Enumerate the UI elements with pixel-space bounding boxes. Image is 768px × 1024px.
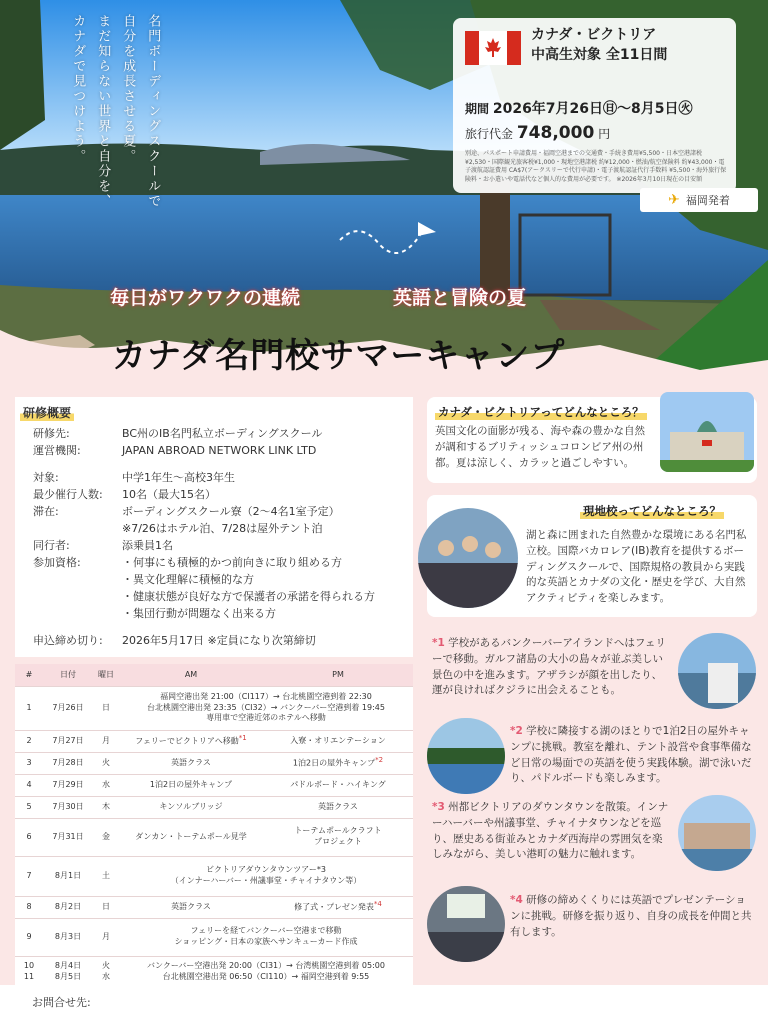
row-weekday-text: 火 水 xyxy=(102,961,110,982)
price-value: 748,000 xyxy=(516,123,595,143)
school-body: 湖と森に囲まれた自然豊かな環境にある名門私立校。国際バカロレア(IB)教育を提供するボーディングスクールで、国際規格の教員から実践的な英語とカナダの文化・歴史を学び、大自然アクティビティを楽しみます。 xyxy=(526,529,747,604)
overview-key: 研修先: xyxy=(33,427,70,440)
row-am xyxy=(119,774,263,796)
row-weekday xyxy=(93,818,119,856)
row-weekday xyxy=(93,896,119,918)
row-activity-text: 福岡空港出発 21:00（CI117）→ 台北桃園空港到着 22:30 台北桃園空港出発 23:35（CI32）→ バンクーバー空港到着 19:45 専用車で空港近郊のホテルへ移動 xyxy=(146,691,385,723)
row-am xyxy=(119,796,263,818)
row-weekday xyxy=(93,730,119,752)
contact-label: お問合せ先: xyxy=(32,996,91,1009)
row-activity-text: バンクーバー空港出発 20:00（CI31）→ 台湾桃園空港到着 05:00 台北桃園空港出発 06:50（CI110）→ 福岡空港到着 9:55 xyxy=(146,961,385,982)
row-am-text: 英語クラス xyxy=(171,901,211,911)
overview-heading: 研修概要 xyxy=(20,404,74,421)
row-number-text: 4 xyxy=(26,779,32,789)
row-date xyxy=(43,818,93,856)
highlight-text: 学校に隣接する湖のほとりで1泊2日の屋外キャンプに挑戦。教室を離れ、テント設営や食事準備など日常の場面での英語を使う実践体験。湖で泳いだり、パドルボードも楽しみます。 xyxy=(510,725,752,785)
parliament-photo xyxy=(660,392,754,472)
period-label: 期間 xyxy=(465,102,490,116)
row-weekday-text: 木 xyxy=(102,801,110,811)
row-weekday-text: 土 xyxy=(102,870,110,880)
row-date xyxy=(43,918,93,956)
row-pm-text: 1泊2日の屋外キャンプ xyxy=(292,758,376,768)
schedule-row xyxy=(15,730,413,752)
row-number xyxy=(15,856,43,896)
overview-value: 2026年5月17日 ※定員になり次第締切 xyxy=(122,634,316,647)
row-weekday-text: 火 xyxy=(102,757,110,767)
row-weekday-text: 月 xyxy=(102,735,110,745)
row-number xyxy=(15,796,43,818)
schedule-row xyxy=(15,774,413,796)
airplane-icon: ✈ xyxy=(668,192,680,208)
row-pm-text: トーテムポールクラフト プロジェクト xyxy=(294,826,382,846)
page-title: カナダ名門校サマーキャンプ xyxy=(112,336,566,376)
schedule-header-row xyxy=(15,664,413,686)
row-pm-text: パドルボード・ハイキング xyxy=(290,779,386,789)
presentation-photo xyxy=(427,886,505,962)
highlight-item xyxy=(510,893,755,940)
row-number-text: 10 11 xyxy=(23,961,35,982)
row-number xyxy=(15,956,43,988)
row-activity xyxy=(119,686,413,730)
overview-value: ※7/26はホテル泊、7/28は屋外テント泊 xyxy=(122,522,323,535)
row-weekday-text: 月 xyxy=(102,931,110,941)
row-date-text: 7月29日 xyxy=(52,779,84,789)
row-weekday xyxy=(93,956,119,988)
row-number xyxy=(15,918,43,956)
overview-key: 申込締め切り: xyxy=(33,634,103,647)
trip-info-box xyxy=(453,18,736,193)
row-date-text: 8月4日 8月5日 xyxy=(54,961,82,982)
row-date xyxy=(43,752,93,774)
departure-badge xyxy=(640,188,758,212)
row-number xyxy=(15,818,43,856)
row-pm xyxy=(263,730,413,752)
col-number: # xyxy=(15,664,43,686)
row-date xyxy=(43,774,93,796)
victoria-body: 英国文化の面影が残る、海や森の豊かな自然が調和するブリティッシュコロンビア州の州都。夏は涼しく、カラッと過ごしやすい。 xyxy=(435,425,645,469)
overview-value: ・異文化理解に積極的な方 xyxy=(122,573,254,586)
row-am xyxy=(119,730,263,752)
row-weekday-text: 日 xyxy=(102,901,110,911)
row-weekday-text: 水 xyxy=(102,779,110,789)
overview-value: JAPAN ABROAD NETWORK LINK LTD xyxy=(122,444,317,457)
row-am-text: 英語クラス xyxy=(171,757,211,767)
col-weekday: 曜日 xyxy=(93,664,119,686)
row-weekday xyxy=(93,796,119,818)
row-pm xyxy=(263,774,413,796)
row-date-text: 8月2日 xyxy=(54,901,82,911)
schedule-table xyxy=(15,664,413,982)
row-date-text: 7月31日 xyxy=(52,831,84,841)
ferry-photo xyxy=(678,633,756,709)
tagline-vertical-3: まだ知らない世界と自分を、 xyxy=(95,14,111,209)
row-number-text: 7 xyxy=(26,870,32,880)
overview-value: BC州のIB名門私立ボーディングスクール xyxy=(122,427,323,440)
overview-value: ・集団行動が問題なく出来る方 xyxy=(122,607,276,620)
row-am-text: 1泊2日の屋外キャンプ xyxy=(149,779,233,789)
schedule-row xyxy=(15,686,413,730)
row-number xyxy=(15,686,43,730)
row-pm-text: 英語クラス xyxy=(318,801,358,811)
row-am xyxy=(119,752,263,774)
row-pm-text: 入寮・オリエンテーション xyxy=(290,735,386,745)
overview-key: 運営機関: xyxy=(33,444,81,457)
footnote-mark: *3 xyxy=(432,801,445,813)
row-activity-text: フェリーを経てバンクーバー空港まで移動 ショッピング・日本の家族へサンキューカード作成 xyxy=(174,926,358,946)
schedule-row xyxy=(15,956,413,988)
schedule-row xyxy=(15,896,413,918)
row-date xyxy=(43,686,93,730)
row-number-text: 1 xyxy=(26,702,32,712)
trip-price xyxy=(465,123,610,143)
row-number xyxy=(15,752,43,774)
row-number xyxy=(15,774,43,796)
row-date-text: 7月26日 xyxy=(52,702,84,712)
downtown-photo xyxy=(678,795,756,871)
highlight-item xyxy=(432,636,672,699)
footnote-mark: *2 xyxy=(375,756,384,765)
tagline-b: 英語と冒険の夏 xyxy=(393,287,527,309)
row-number-text: 6 xyxy=(26,831,32,841)
students-photo xyxy=(418,508,518,608)
tagline-a: 毎日がワクワクの連続 xyxy=(110,287,301,309)
row-am-text: フェリーでビクトリアへ移動 xyxy=(135,736,239,746)
trip-period xyxy=(465,98,693,118)
row-number-text: 5 xyxy=(26,801,32,811)
row-date xyxy=(43,856,93,896)
row-weekday-text: 金 xyxy=(102,831,110,841)
overview-key: 対象: xyxy=(33,471,59,484)
period-value: 2026年7月26日㊐～8月5日㊋ xyxy=(492,101,693,117)
canada-flag-icon xyxy=(465,31,521,65)
row-date-text: 7月28日 xyxy=(52,757,84,767)
overview-value: 10名（最大15名） xyxy=(122,488,216,501)
schedule-row xyxy=(15,796,413,818)
highlight-text: 研修の締めくくりには英語でプレゼンテーションに挑戦。研修を振り返り、自身の成長を仲間と共有します。 xyxy=(510,894,752,938)
footnote-mark: *2 xyxy=(510,725,523,737)
contact-footer xyxy=(0,985,768,1024)
row-date-text: 7月27日 xyxy=(52,735,84,745)
row-am-text: キンソルブリッジ xyxy=(159,801,223,811)
school-title: 現地校ってどんなところ？ xyxy=(580,503,724,519)
row-weekday xyxy=(93,856,119,896)
price-label: 旅行代金 xyxy=(465,127,514,141)
row-weekday-text: 日 xyxy=(102,702,110,712)
row-date-text: 7月30日 xyxy=(52,801,84,811)
tagline-vertical-2: 自分を成長させる夏。 xyxy=(120,14,136,164)
departure-label: 福岡発着 xyxy=(685,194,730,207)
row-pm-text: 修了式・プレゼン発表 xyxy=(294,902,374,912)
price-unit: 円 xyxy=(598,127,611,141)
overview-value: ・何事にも積極的かつ前向きに取り組める方 xyxy=(122,556,342,569)
footnote-mark: *1 xyxy=(238,734,247,743)
victoria-title: カナダ・ビクトリアってどんなところ？ xyxy=(435,404,647,420)
row-number-text: 3 xyxy=(26,757,32,767)
schedule-row xyxy=(15,752,413,774)
col-date: 日付 xyxy=(43,664,93,686)
highlight-text: 州都ビクトリアのダウンタウンを散策。インナーハーバーや州議事堂、チャイナタウンなどを巡り、歴史ある街並みとカナダ西海岸の雰囲気を楽しみながら、美しい港町の魅力に触れます。 xyxy=(432,801,669,861)
overview-value: 中学1年生～高校3年生 xyxy=(122,471,235,484)
schedule-row xyxy=(15,856,413,896)
tagline-vertical-1: 名門ボーディングスクールで xyxy=(145,14,161,209)
row-am xyxy=(119,818,263,856)
row-pm xyxy=(263,896,413,918)
row-activity-text: ビクトリアダウンタウンツアー*3 （インナーハーバー・州議事堂・チャイナタウン等） xyxy=(170,865,362,885)
price-note: 別途、パスポート申請費用・福岡空港までの交通費・手続き費用¥5,500・日本空港諸税¥2,530・国際観光旅客税¥1,000・現地空港諸税 約¥12,000・燃油/航空保険料 約¥43,000・電子渡航認証費用 CA$7(アークスリーで代行申請)・電子渡航認証代行手数料 ¥5,500・海外旅行保険料・お小遣いや電話代など個人的な費用が必要です。 ※2026年3月10日現在の目安額 xyxy=(465,150,727,184)
highlight-text: 学校があるバンクーバーアイランドへはフェリーで移動。ガルフ諸島の大小の島々が並ぶ美しい景色の中を進みます。アザラシが顔を出したり、運が良ければクジラに出会えることも。 xyxy=(432,637,666,697)
row-activity xyxy=(119,956,413,988)
row-date xyxy=(43,796,93,818)
col-pm: PM xyxy=(263,664,413,686)
row-date xyxy=(43,730,93,752)
footnote-mark: *4 xyxy=(510,894,523,906)
overview-value: 添乗員1名 xyxy=(122,539,173,552)
overview-key: 同行者: xyxy=(33,539,70,552)
camp-photo xyxy=(427,718,505,794)
row-pm xyxy=(263,818,413,856)
overview-key: 最少催行人数: xyxy=(33,488,103,501)
row-activity xyxy=(119,918,413,956)
highlight-item xyxy=(510,724,755,787)
overview-key: 滞在: xyxy=(33,505,59,518)
overview-value: ・健康状態が良好な方で保護者の承諾を得られる方 xyxy=(122,590,375,603)
row-am xyxy=(119,896,263,918)
highlight-item xyxy=(432,800,672,863)
row-pm xyxy=(263,752,413,774)
row-date-text: 8月3日 xyxy=(54,931,82,941)
row-weekday xyxy=(93,918,119,956)
row-date xyxy=(43,956,93,988)
row-am-text: ダンカン・トーテムポール見学 xyxy=(135,831,247,841)
target-audience: 中高生対象 全11日間 xyxy=(531,46,668,63)
destination-title: カナダ・ビクトリア xyxy=(531,27,657,43)
row-weekday xyxy=(93,774,119,796)
row-date-text: 8月1日 xyxy=(54,870,82,880)
row-number-text: 9 xyxy=(26,931,32,941)
row-date xyxy=(43,896,93,918)
row-number-text: 8 xyxy=(26,901,32,911)
footnote-mark: *1 xyxy=(432,637,445,649)
row-number xyxy=(15,730,43,752)
schedule-row xyxy=(15,818,413,856)
footnote-mark: *4 xyxy=(373,900,382,909)
row-pm xyxy=(263,796,413,818)
row-weekday xyxy=(93,752,119,774)
row-number xyxy=(15,896,43,918)
col-am: AM xyxy=(119,664,263,686)
row-activity xyxy=(119,856,413,896)
overview-key: 参加資格: xyxy=(33,556,81,569)
tagline-vertical-4: カナダで見つけよう。 xyxy=(70,14,86,164)
row-number-text: 2 xyxy=(26,735,32,745)
row-weekday xyxy=(93,686,119,730)
overview-value: ボーディングスクール寮（2～4名1室予定） xyxy=(122,505,340,518)
schedule-row xyxy=(15,918,413,956)
